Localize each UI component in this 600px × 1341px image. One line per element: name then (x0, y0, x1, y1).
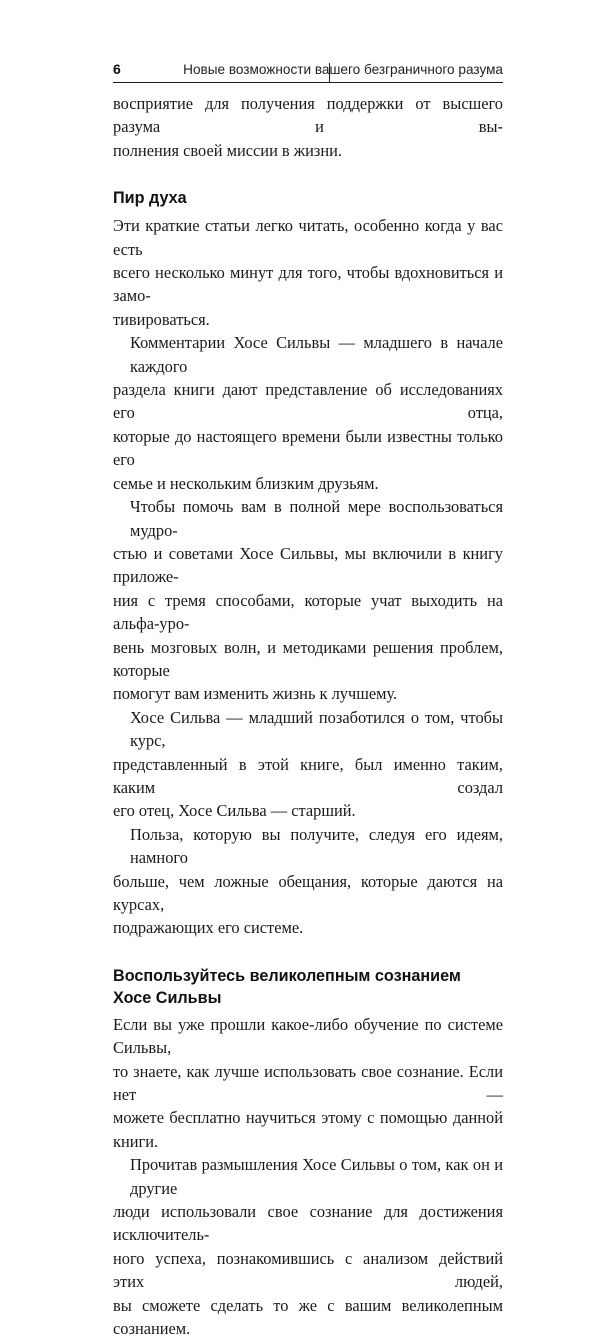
text-line: Чтобы помочь вам в полной мере воспользоваться мудро- (130, 497, 503, 540)
text-line: ного успеха, познакомившись с анализом действий этих людей, (113, 1248, 503, 1292)
text-line: можете бесплатно научиться этому с помощью данной книги. (113, 1108, 503, 1151)
text-line: Польза, которую вы получите, следуя его идеям, намного (130, 824, 503, 868)
text-line: семье и нескольким близким друзьям. (113, 473, 379, 493)
text-line: восприятие для получения поддержки от высшего разума и вы- (113, 94, 503, 137)
text-line: вень мозговых волн, и методиками решения проблем, которые (113, 637, 503, 680)
section-heading-silva-mind: Воспользуйтесь великолепным сознанием Хосе Сильвы (113, 966, 461, 1007)
paragraph (113, 1013, 503, 1153)
section-heading-feast-of-spirit: Пир духа (113, 189, 187, 208)
text-line: подражающих его системе. (113, 918, 304, 938)
running-title: Новые возможности вашего безграничного разума (183, 62, 503, 77)
text-line: Эти краткие статьи легко читать, особенно когда у вас есть (113, 216, 503, 259)
text-line: помогут вам изменить жизнь к лучшему. (113, 684, 398, 704)
text-line: которые до настоящего времени были известны только его (113, 426, 503, 470)
page-body (113, 92, 503, 1341)
paragraph (113, 495, 503, 706)
text-line: Если вы уже прошли какое-либо обучение по системе Сильвы, (113, 1014, 503, 1058)
text-line: полнения своей миссии в жизни. (113, 140, 342, 160)
paragraph (113, 214, 503, 331)
text-line: раздела книги дают представление об исследованиях его отца, (113, 380, 503, 423)
text-line: тивироваться. (113, 309, 210, 329)
page-number: 6 (113, 61, 121, 77)
text-line: Прочитав размышления Хосе Сильвы о том, как он и другие (130, 1155, 503, 1198)
paragraph (113, 823, 503, 940)
running-header (113, 56, 503, 83)
paragraph (113, 331, 503, 495)
text-line: Комментарии Хосе Сильвы — младшего в начале каждого (130, 333, 503, 376)
text-line: Хосе Сильва — младший позаботился о том, чтобы курс, (130, 707, 503, 751)
text-line: больше, чем ложные обещания, которые даются на курсах, (113, 871, 503, 914)
text-line: вы сможете сделать то же с вашим великолепным сознанием. (113, 1295, 503, 1339)
paragraph (113, 706, 503, 823)
intro-paragraph (113, 92, 503, 162)
text-line: стью и советами Хосе Сильвы, мы включили в книгу приложе- (113, 543, 503, 587)
text-line: люди использовали свое сознание для достижения исключитель- (113, 1202, 503, 1245)
text-line: то знаете, как лучше использовать свое сознание. Если нет — (113, 1061, 503, 1105)
text-line: представленный в этой книге, был именно таким, каким создал (113, 754, 503, 797)
paragraph (113, 1153, 503, 1340)
text-line: всего несколько минут для того, чтобы вдохновиться и замо- (113, 263, 503, 306)
text-line: его отец, Хосе Сильва — старший. (113, 801, 356, 821)
text-line: ния с тремя способами, которые учат выходить на альфа-уро- (113, 590, 503, 634)
